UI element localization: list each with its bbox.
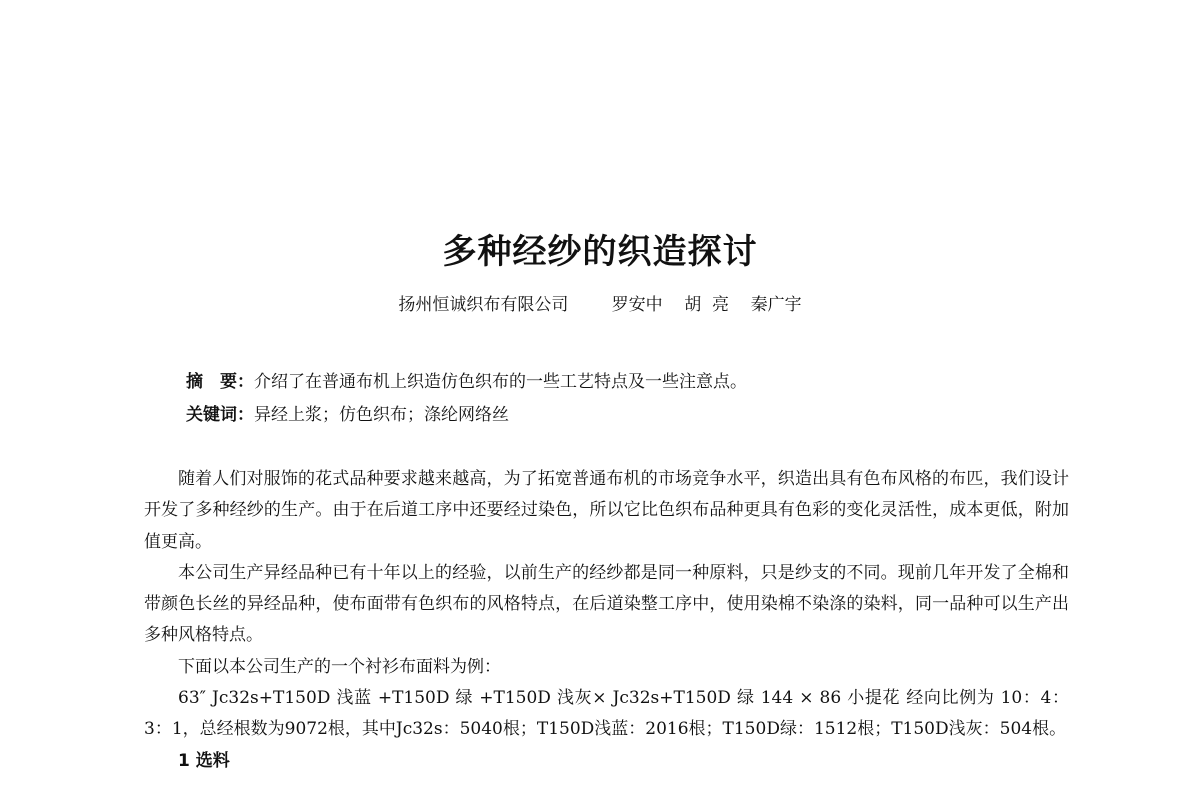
abstract-text: 介绍了在普通布机上织造仿色织布的一些工艺特点及一些注意点。 [254, 372, 747, 392]
author-name: 罗安中 [611, 295, 663, 315]
keywords-text: 异经上浆；仿色织布；涤纶网络丝 [254, 405, 509, 425]
body-text [144, 464, 1069, 777]
author-line [0, 292, 1200, 318]
abstract [186, 369, 747, 395]
author-name: 秦广宇 [750, 295, 802, 315]
abstract-label: 摘 要： [186, 372, 254, 392]
paragraph: 本公司生产异经品种已有十年以上的经验，以前生产的经纱都是同一种原料，只是纱支的不同。现前几年开发了全棉和带颜色长丝的异经品种，使布面带有色织布的风格特点，在后道染整工序中，使用染棉不染涤的染料，同一品种可以生产出多种风格特点。 [144, 562, 1069, 646]
section-heading: 1 选料 [178, 750, 230, 771]
author-name: 胡 亮 [684, 295, 730, 315]
keywords [186, 402, 509, 428]
paper-title: 多种经纱的织造探讨 [442, 232, 758, 272]
paragraph: 下面以本公司生产的一个衬衫布面料为例： [178, 656, 501, 677]
paragraph: 随着人们对服饰的花式品种要求越来越高，为了拓宽普通布机的市场竞争水平，织造出具有色布风格的布匹，我们设计开发了多种经纱的生产。由于在后道工序中还要经过染色，所以它比色织布品种更具有色彩的变化灵活性，成本更低，附加值更高。 [144, 469, 1069, 552]
keywords-label: 关键词： [186, 405, 254, 425]
affiliation: 扬州恒诚织布有限公司 [398, 295, 569, 315]
paragraph: 63″ Jc32s+T150D 浅蓝 +T150D 绿 +T150D 浅灰× Jc32s+T150D 绿 144 × 86 小提花 经向比例为 10：4：3：1，总经根数为9072根，其中Jc32s：5040根；T150D浅蓝：2016根；T150D绿：1512根；T150D浅灰：504根。 [144, 688, 1069, 740]
